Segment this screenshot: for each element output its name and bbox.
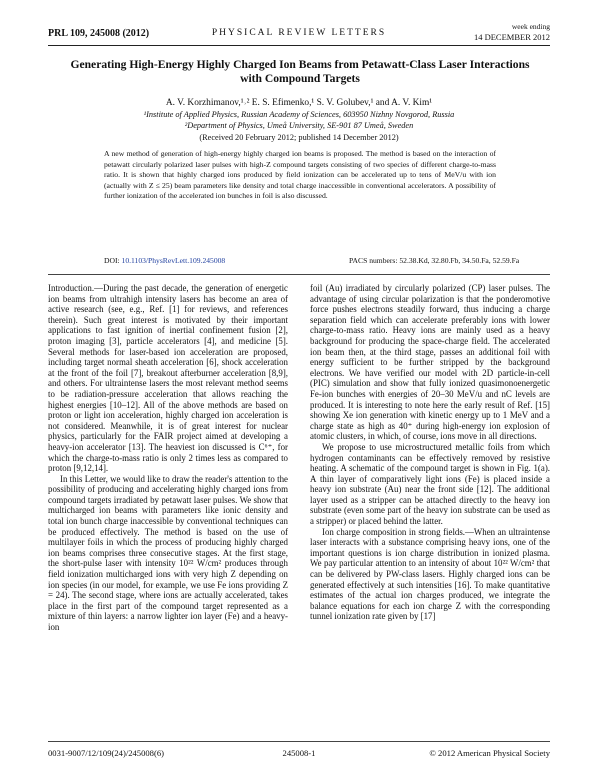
running-header [48, 22, 550, 44]
received-dates: (Received 20 February 2012; published 14 December 2012) [199, 133, 399, 142]
body-column-right [310, 283, 550, 622]
paragraph-continued: foil (Au) irradiated by circularly polarized (CP) laser pulses. The advantage of using circular polarization is that the ponderomotive force pushes electrons steadily forward, thus inducing a charge separation field which can accelerate preferably ions with lower charge-to-mass ratio. Heavy ions are mainly used as a heavy background for producing the space-charge field. The accelerated ion beam then, at the third stage, passes an additional foil with energy sufficient to be further stripped by the background electrons. We have verified our model with 2D particle-in-cell (PIC) simulation and show that fully ionized quasimonoenergetic Fe-ion bunches with energies of 20–30 MeV/u and nC levels are produced. It is interesting to note here the early result of Ref. [15] showing Xe ion generation with kinetic energy up to 1 MeV and a charge state as high as 40⁺ during high-energy ion explosion of atomic clusters, in which, of course, ions move in all directions. [310, 283, 550, 442]
pacs-numbers: PACS numbers: 52.38.Kd, 32.80.Fb, 34.50.Fa, 52.59.Fa [349, 256, 520, 265]
paragraph-introduction: Introduction.—During the past decade, the generation of energetic ion beams from ultrahigh intensity lasers has become an area of active research (see, e.g., Ref. [1] for reviews, and references therein). Such great interest is motivated by their important applications to fast ignition of inertial confinement fusion [2], proton imaging [3], particle accelerators [4], and medicine [5]. Several methods for laser-based ion acceleration are proposed, including target normal sheath acceleration [6], shock acceleration at the front of the foil [7], breakout afterburner acceleration [8,9], and others. For ultraintense lasers the most relevant method seems to be radiation-pressure acceleration that allows reaching the highest energies [10–12]. All of the above methods are based on proton or light ion acceleration, highly charged ion acceleration is not considered. Meanwhile, it is of great interest for nuclear physics, particularly for the FAIR project aimed at developing a heavy-ion accelerator [13]. The heaviest ion discussed is C⁶⁺, for which the charge-to-mass ratio is only 2 times less as compared to proton [9,12,14]. [48, 283, 288, 474]
issue-date: 14 DECEMBER 2012 [473, 32, 550, 42]
affiliation-1: ¹Institute of Applied Physics, Russian Academy of Sciences, 603950 Nizhny Novgorod, Russia [143, 110, 455, 119]
abstract: A new method of generation of high-energy highly charged ion beams is proposed. The method is based on the interaction of petawatt circularly polarized laser pulses with high-Z compound targets consisting of two species of different charge-to-mass ratio. It is shown that highly charged ions produced by field ionization can be accelerated up to tens of MeV/u with ion (actually with Z ≤ 25) beam parameters like density and total charge inaccessible in conventional accelerators. A possibility of further ionization of the accelerated ion bunches in foil is also discussed. [104, 149, 496, 201]
footer-rule [48, 741, 550, 742]
doi-label: DOI: [104, 256, 120, 265]
author-list: A. V. Korzhimanov,¹˒² E. S. Efimenko,¹ S. V. Golubev,¹ and A. V. Kim¹ [165, 98, 433, 108]
doi-line [104, 256, 225, 265]
journal-name: PHYSICAL REVIEW LETTERS [211, 28, 387, 38]
affiliations [48, 110, 550, 131]
paper-title: Generating High-Energy Highly Charged Ion Beams from Petawatt-Class Laser Interactions with Compound Targets [70, 58, 530, 85]
paragraph-letter-overview: In this Letter, we would like to draw the reader's attention to the possibility of producing and accelerating highly charged ions from compound targets irradiated by petawatt laser pulses. We show that multicharged ion beams with parameters like ionic density and total ion bunch charge inaccessible by conventional techniques can be produced effectively. The method is based on the use of multilayer foils in which the process of producing highly charged ion beams comprises three consecutive stages. At the first stage, the short-pulse laser with intensity 10²² W/cm² produces through field ionization multicharged ions with very high Z depending on ion species (in our model, for example, we use Fe ions providing Z = 24). The second stage, where ions are actually accelerated, takes place in the first part of the compound target represented as a mixture of thin layers: a narrow lighter ion layer (Fe) and a heavy-ion [48, 473, 288, 632]
paragraph-ion-charge: Ion charge composition in strong fields.—When an ultraintense laser interacts with a substance comprising heavy ions, one of the important questions is ion charge distribution in ionized plasma. We pay particular attention to an intensity of about 10²² W/cm² that can be delivered by PW-class lasers. Highly charged ions can be generated effectively at such intensities [16]. To make quantitative estimates of the actual ion charges produced, we integrate the balance equations for each ion charge Z with the corresponding tunnel ionization rate given by [17] [310, 526, 550, 622]
article-meta [104, 256, 520, 268]
paragraph-target-design: We propose to use microstructured metallic foils from which hydrogen contaminants can be effectively removed by resistive heating. A schematic of the compound target is shown in Fig. 1(a). A thin layer of comparatively light ions (Fe) is placed inside a heavy ion substrate (Au) near the front side [12]. The additional layer used as a stripper can be attached directly to the heavy ion substrate (even some part of the heavy ion substrate can be used as a stripper) or placed behind the latter. [310, 441, 550, 527]
page-footer [48, 748, 550, 760]
week-ending-label: week ending [511, 22, 550, 31]
header-rule [48, 45, 550, 46]
issue-info [474, 22, 550, 42]
journal-reference: PRL 109, 245008 (2012) [48, 28, 150, 39]
doi-link[interactable]: 10.1103/PhysRevLett.109.245008 [121, 256, 226, 265]
body-column-left [48, 283, 288, 633]
abstract-rule [48, 274, 550, 275]
footer-issn: 0031-9007/12/109(24)/245008(6) [48, 748, 165, 758]
copyright: © 2012 American Physical Society [429, 748, 550, 758]
page-number: 245008-1 [282, 748, 316, 758]
affiliation-2: ²Department of Physics, Umeå University, SE-901 87 Umeå, Sweden [184, 120, 414, 130]
